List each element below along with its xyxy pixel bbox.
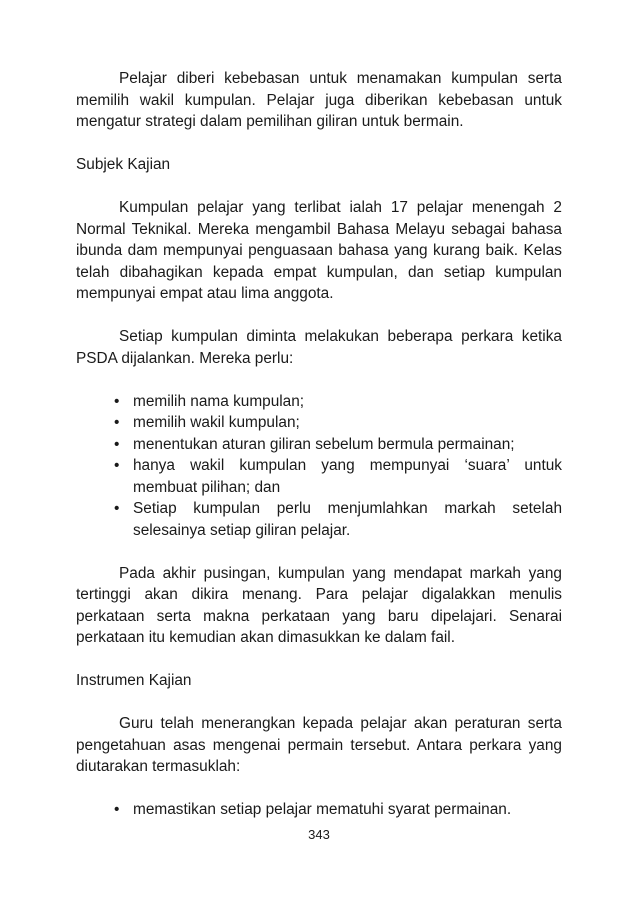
bullet-icon: • <box>114 435 120 453</box>
list-item <box>114 498 562 541</box>
heading-subjek-kajian: Subjek Kajian <box>76 156 171 173</box>
heading-instrumen-kajian: Instrumen Kajian <box>76 672 192 689</box>
list-item-text: Setiap kumpulan perlu menjumlahkan markah setelah selesainya setiap giliran pelajar. <box>133 500 562 539</box>
list-item-text: memilih nama kumpulan; <box>133 392 305 410</box>
list-item <box>114 799 562 821</box>
bullet-icon: • <box>114 414 120 431</box>
paragraph-intro: Pelajar diberi kebebasan untuk menamakan kumpulan serta memilih wakil kumpulan. Pelajar juga diberikan kebebasan untuk mengatur strategi dalam pemilihan giliran untuk bermain. <box>76 70 562 130</box>
list-item <box>114 391 562 413</box>
bullet-icon: • <box>114 801 120 818</box>
list-item-text: memilih wakil kumpulan; <box>133 414 300 431</box>
paragraph-subjek: Kumpulan pelajar yang terlibat ialah 17 pelajar menengah 2 Normal Teknikal. Mereka mengambil Bahasa Melayu sebagai bahasa ibunda dam mempunyai penguasaan bahasa yang kurang baik. Kelas telah dibahagikan kepada empat kumpulan, dan setiap kumpulan mempunyai empat atau lima anggota. <box>76 199 562 302</box>
document-body <box>76 68 562 821</box>
bullet-list-syarat <box>76 799 562 821</box>
paragraph-tugasan: Setiap kumpulan diminta melakukan beberapa perkara ketika PSDA dijalankan. Mereka perlu: <box>76 328 562 367</box>
page-number: 343 <box>308 827 330 842</box>
bullet-list-tugasan <box>76 391 562 542</box>
list-item-text: memastikan setiap pelajar mematuhi syarat permainan. <box>133 801 512 818</box>
bullet-icon: • <box>114 457 120 474</box>
paragraph-pusingan: Pada akhir pusingan, kumpulan yang mendapat markah yang tertinggi akan dikira menang. Para pelajar digalakkan menulis perkataan serta makna perkataan yang baru dipelajari. Senarai perkataan itu kemudian akan dimasukkan ke dalam fail. <box>76 564 562 646</box>
list-item <box>114 412 562 434</box>
bullet-icon: • <box>114 500 120 517</box>
list-item-text: menentukan aturan giliran sebelum bermula permainan; <box>133 435 515 453</box>
list-item <box>114 455 562 498</box>
list-item <box>114 434 562 456</box>
list-item-text: hanya wakil kumpulan yang mempunyai ‘suara’ untuk membuat pilihan; dan <box>133 457 562 496</box>
paragraph-instrumen: Guru telah menerangkan kepada pelajar akan peraturan serta pengetahuan asas mengenai permain tersebut. Antara perkara yang diutarakan termasuklah: <box>76 715 562 775</box>
bullet-icon: • <box>114 392 120 410</box>
